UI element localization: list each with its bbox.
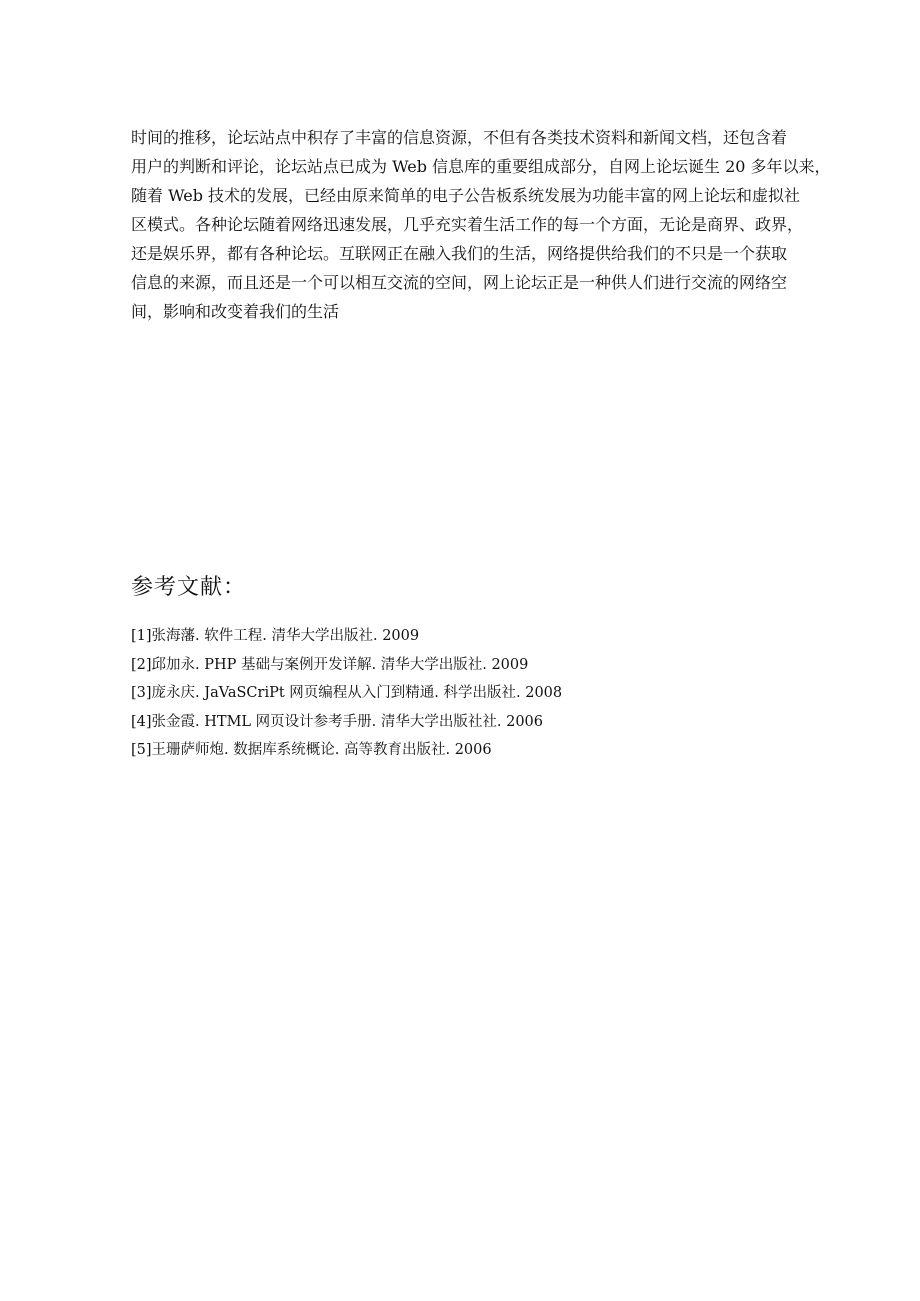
reference-item: [3]庞永庆. JaVaSCriPt 网页编程从入门到精通. 科学出版社. 2008 <box>131 685 563 702</box>
paragraph-line: 用户的判断和评论，论坛站点已成为 Web 信息库的重要组成部分，自网上论坛诞生 20 多年以来， <box>131 157 831 176</box>
references-section <box>131 570 861 765</box>
paragraph-line: 随着 Web 技术的发展，已经由原来简单的电子公告板系统发展为功能丰富的网上论坛和虚拟社 <box>131 186 801 205</box>
body-paragraph <box>131 123 861 326</box>
reference-item: [4]张金霞. HTML 网页设计参考手册. 清华大学出版社社. 2006 <box>131 713 543 730</box>
reference-item: [2]邱加永. PHP 基础与案例开发详解. 清华大学出版社. 2009 <box>131 656 529 673</box>
reference-item: [1]张海藩. 软件工程. 清华大学出版社. 2009 <box>131 628 420 644</box>
paragraph-line: 区模式。各种论坛随着网络迅速发展，几乎充实着生活工作的每一个方面，无论是商界、政界， <box>131 215 804 234</box>
paragraph-line: 间，影响和改变着我们的生活 <box>131 302 340 321</box>
paragraph-line: 时间的推移，论坛站点中积存了丰富的信息资源，不但有各类技术资料和新闻文档，还包含着 <box>131 128 788 147</box>
references-heading: 参考文献： <box>131 575 247 600</box>
references-list <box>131 622 861 765</box>
paragraph-line: 还是娱乐界，都有各种论坛。互联网正在融入我们的生活，网络提供给我们的不只是一个获取 <box>131 244 788 263</box>
paragraph-line: 信息的来源，而且还是一个可以相互交流的空间，网上论坛正是一种供人们进行交流的网络空 <box>131 273 788 292</box>
reference-item: [5]王珊萨师炮. 数据库系统概论. 高等教育出版社. 2006 <box>131 742 492 759</box>
